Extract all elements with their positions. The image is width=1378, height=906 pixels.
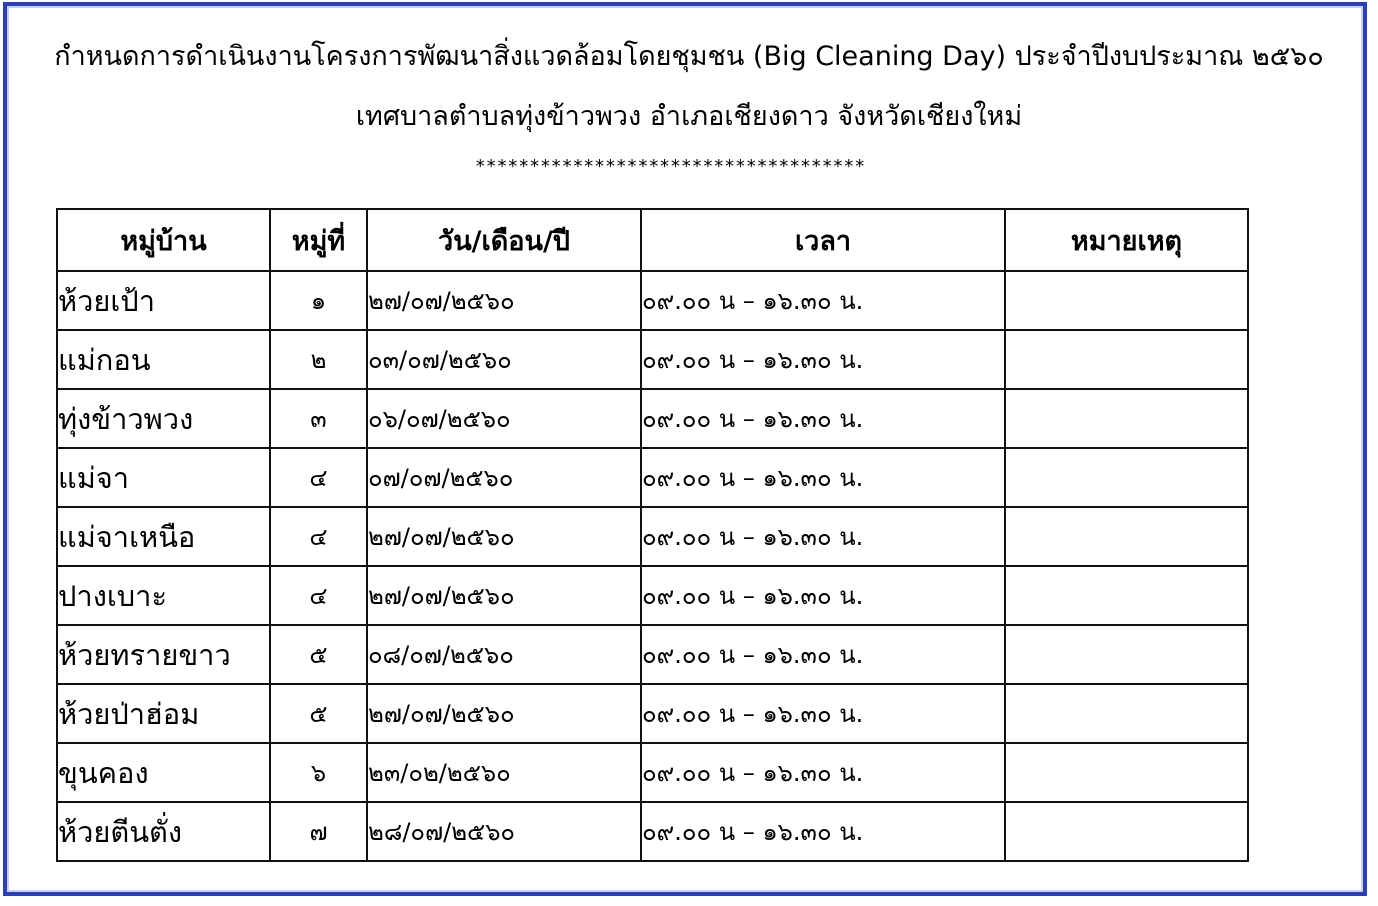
village-cell: ห้วยทรายขาว bbox=[57, 625, 270, 684]
date-cell: ๐๖/๐๗/๒๕๖๐ bbox=[367, 389, 641, 448]
column-header-remark: หมายเหตุ bbox=[1005, 209, 1248, 271]
separator-line: ************************************ bbox=[474, 156, 866, 177]
village-cell: ห้วยเป้า bbox=[57, 271, 270, 330]
moo-cell: ๓ bbox=[270, 389, 367, 448]
table-row bbox=[57, 684, 1248, 743]
table-row bbox=[57, 743, 1248, 802]
village-cell: ขุนคอง bbox=[57, 743, 270, 802]
time-cell: ๐๙.๐๐ น – ๑๖.๓๐ น. bbox=[641, 802, 1005, 861]
remark-cell bbox=[1005, 330, 1248, 389]
moo-cell: ๔ bbox=[270, 566, 367, 625]
moo-cell: ๕ bbox=[270, 625, 367, 684]
table-row bbox=[57, 389, 1248, 448]
document-subtitle: เทศบาลตำบลทุ่งข้าวพวง อำเภอเชียงดาว จังหวัดเชียงใหม่ bbox=[355, 101, 1023, 132]
table-row bbox=[57, 330, 1248, 389]
date-cell: ๒๗/๐๗/๒๕๖๐ bbox=[367, 507, 641, 566]
time-cell: ๐๙.๐๐ น – ๑๖.๓๐ น. bbox=[641, 389, 1005, 448]
date-cell: ๐๗/๐๗/๒๕๖๐ bbox=[367, 448, 641, 507]
moo-cell: ๔ bbox=[270, 507, 367, 566]
remark-cell bbox=[1005, 802, 1248, 861]
remark-cell bbox=[1005, 625, 1248, 684]
table-row bbox=[57, 271, 1248, 330]
document-title: กำหนดการดำเนินงานโครงการพัฒนาสิ่งแวดล้อมโดยชุมชน (Big Cleaning Day) ประจำปีงบประมาณ ๒๕๖๐ bbox=[54, 41, 1324, 72]
time-cell: ๐๙.๐๐ น – ๑๖.๓๐ น. bbox=[641, 448, 1005, 507]
moo-cell: ๗ bbox=[270, 802, 367, 861]
village-cell: ห้วยตีนตั่ง bbox=[57, 802, 270, 861]
date-cell: ๐๓/๐๗/๒๕๖๐ bbox=[367, 330, 641, 389]
time-cell: ๐๙.๐๐ น – ๑๖.๓๐ น. bbox=[641, 330, 1005, 389]
moo-cell: ๔ bbox=[270, 448, 367, 507]
village-cell: แม่จา bbox=[57, 448, 270, 507]
remark-cell bbox=[1005, 684, 1248, 743]
column-header-time: เวลา bbox=[641, 209, 1005, 271]
time-cell: ๐๙.๐๐ น – ๑๖.๓๐ น. bbox=[641, 625, 1005, 684]
remark-cell bbox=[1005, 271, 1248, 330]
table-row bbox=[57, 448, 1248, 507]
village-cell: แม่กอน bbox=[57, 330, 270, 389]
table-header-row bbox=[57, 209, 1248, 271]
moo-cell: ๒ bbox=[270, 330, 367, 389]
date-cell: ๒๗/๐๗/๒๕๖๐ bbox=[367, 566, 641, 625]
time-cell: ๐๙.๐๐ น – ๑๖.๓๐ น. bbox=[641, 271, 1005, 330]
column-header-village: หมู่บ้าน bbox=[57, 209, 270, 271]
date-cell: ๐๘/๐๗/๒๕๖๐ bbox=[367, 625, 641, 684]
schedule-table bbox=[56, 208, 1249, 862]
time-cell: ๐๙.๐๐ น – ๑๖.๓๐ น. bbox=[641, 743, 1005, 802]
date-cell: ๒๓/๐๒/๒๕๖๐ bbox=[367, 743, 641, 802]
time-cell: ๐๙.๐๐ น – ๑๖.๓๐ น. bbox=[641, 507, 1005, 566]
moo-cell: ๑ bbox=[270, 271, 367, 330]
village-cell: ปางเบาะ bbox=[57, 566, 270, 625]
time-cell: ๐๙.๐๐ น – ๑๖.๓๐ น. bbox=[641, 684, 1005, 743]
table-row bbox=[57, 802, 1248, 861]
remark-cell bbox=[1005, 389, 1248, 448]
table-row bbox=[57, 566, 1248, 625]
date-cell: ๒๘/๐๗/๒๕๖๐ bbox=[367, 802, 641, 861]
column-header-moo: หมู่ที่ bbox=[270, 209, 367, 271]
remark-cell bbox=[1005, 743, 1248, 802]
date-cell: ๒๗/๐๗/๒๕๖๐ bbox=[367, 684, 641, 743]
table-row bbox=[57, 507, 1248, 566]
remark-cell bbox=[1005, 448, 1248, 507]
time-cell: ๐๙.๐๐ น – ๑๖.๓๐ น. bbox=[641, 566, 1005, 625]
village-cell: ห้วยป่าฮ่อม bbox=[57, 684, 270, 743]
column-header-date: วัน/เดือน/ปี bbox=[367, 209, 641, 271]
moo-cell: ๖ bbox=[270, 743, 367, 802]
village-cell: ทุ่งข้าวพวง bbox=[57, 389, 270, 448]
date-cell: ๒๗/๐๗/๒๕๖๐ bbox=[367, 271, 641, 330]
village-cell: แม่จาเหนือ bbox=[57, 507, 270, 566]
table-row bbox=[57, 625, 1248, 684]
moo-cell: ๕ bbox=[270, 684, 367, 743]
remark-cell bbox=[1005, 566, 1248, 625]
remark-cell bbox=[1005, 507, 1248, 566]
